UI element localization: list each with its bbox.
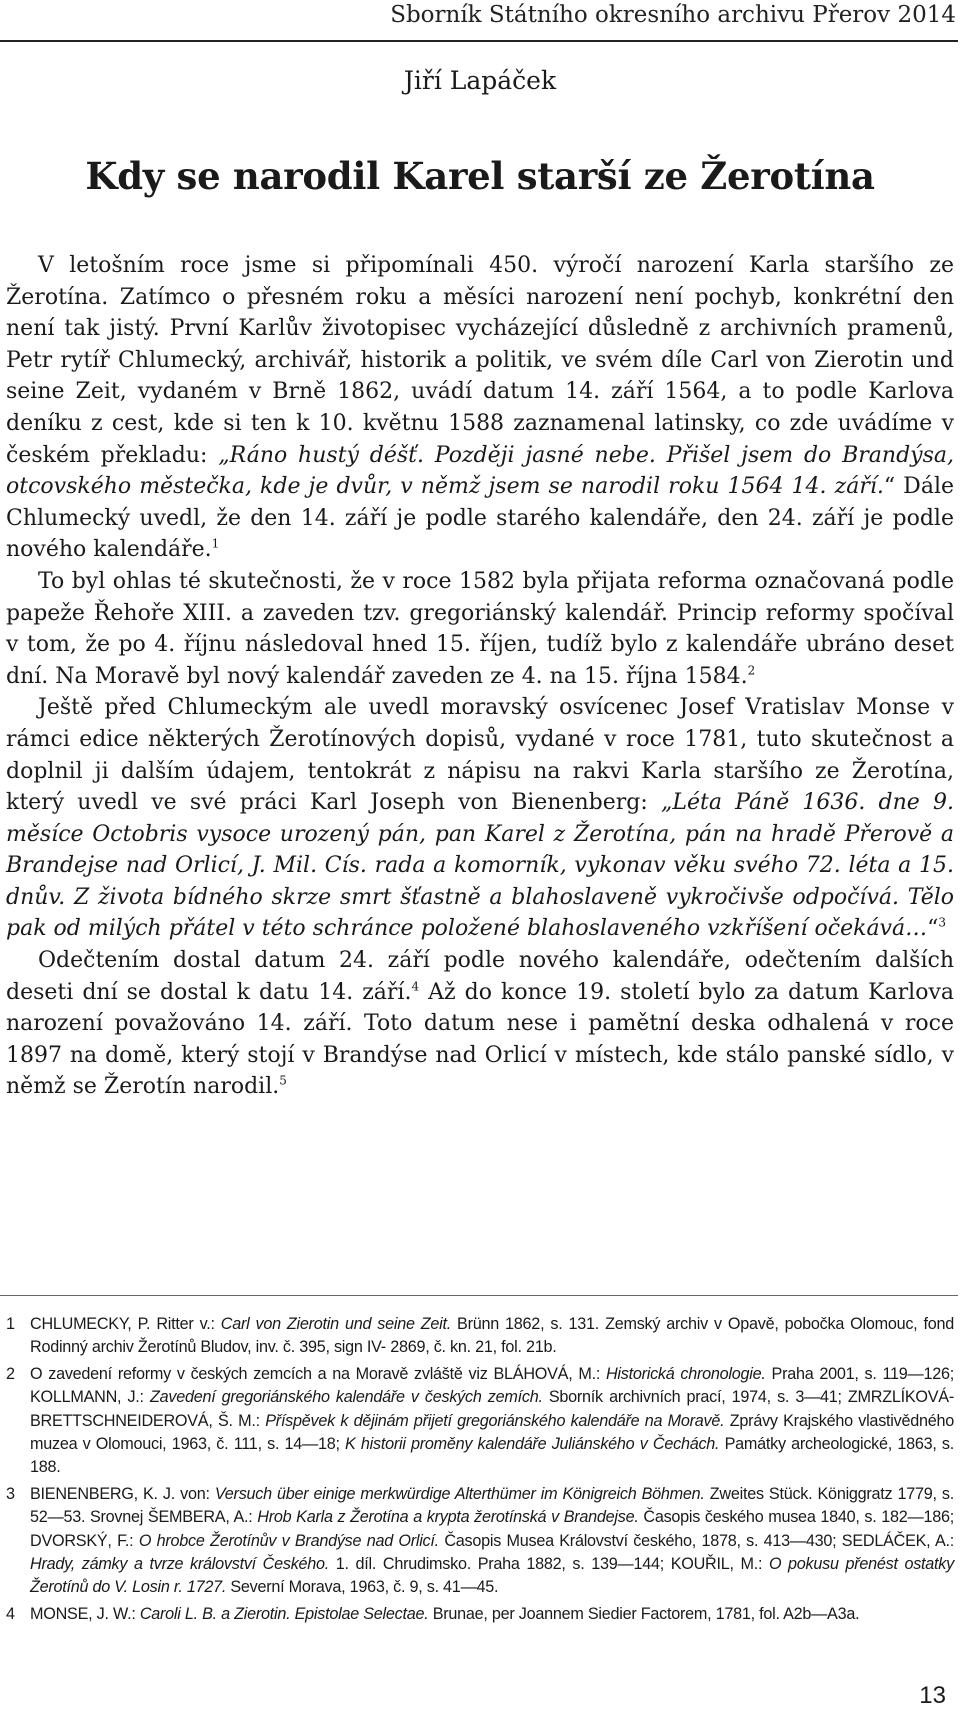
footnote-work-title: Zavedení gregoriánského kalendáře v českých zemích.: [149, 1388, 543, 1407]
footnote-work-title: Versuch über einige merkwürdige Alterthümer im Königreich Böhmen.: [214, 1484, 705, 1503]
paragraph-1-text: V letošním roce jsme si připomínali 450. výročí narození Karla staršího ze Žerotína. Zatímco o přesném roku a měsíci narození není pochyb, konkrétní den není tak jistý. První Karlův životopisec vycházející důsledně z archivních pramenů, Petr rytíř Chlumecký, archivář, historik a politik, ve svém díle Carl von Zierotin und seine Zeit, vydaném v Brně 1862, uvádí datum 14. září 1564, a to podle Karlova deníku z cest, kde si ten k 10. květnu 1588 zaznamenal latinsky, co zde uvádíme v českém překladu:: [6, 253, 954, 468]
paragraph-2: [6, 566, 954, 692]
footnote-segment: Památky archeologické, 1863, s. 188.: [30, 1435, 954, 1477]
footnote-rule: [0, 1295, 958, 1296]
page-number: 13: [919, 1682, 946, 1709]
footnote-ref-2[interactable]: 2: [747, 663, 756, 678]
footnotes: [6, 1313, 954, 1629]
footnote-segment: Praha 2001, s. 119—126; KOLLMANN, J.:: [30, 1364, 954, 1407]
footnote-segment: Brünn 1862, s. 131. Zemský archiv v Opavě, pobočka Olomouc, fond Rodinný archiv Žerotínů Bludov, inv. č. 395, sign IV- 2869, č. kn. 21, fol. 21b.: [30, 1315, 954, 1357]
footnote-ref-5[interactable]: 5: [279, 1074, 287, 1089]
footnote-text: [30, 1483, 954, 1600]
footnote-segment: MONSE, J. W.:: [30, 1604, 140, 1623]
footnote-work-title: Hrob Karla z Žerotína a krypta žerotínská v Brandejse.: [257, 1508, 639, 1527]
paragraph-1: [6, 250, 954, 566]
footnote-text: [30, 1313, 954, 1360]
footnote-segment: 1. díl. Chrudimsko. Praha 1882, s. 139—144; KOUŘIL, M.:: [329, 1555, 769, 1574]
footnote-text: [30, 1363, 954, 1480]
footnote-segment: Sborník archivních prací, 1974, s. 3—41; ZMRZLÍKOVÁ-BRETTSCHNEIDEROVÁ, Š. M.:: [30, 1388, 954, 1430]
article-title: Kdy se narodil Karel starší ze Žerotína: [85, 154, 875, 198]
footnote-number: 2: [6, 1364, 15, 1383]
footnote-1: [6, 1313, 954, 1360]
footnote-work-title: O hrobce Žerotínův v Brandýse nad Orlicí.: [138, 1531, 439, 1550]
footnote-work-title: Příspěvek k dějinám přijetí gregoriánského kalendáře na Moravě.: [265, 1411, 725, 1430]
footnote-segment: Časopis českého musea 1840, s. 182—186; DVORSKÝ, F.:: [30, 1508, 954, 1550]
paragraph-1-text-cont: “ Dále Chlumecký uvedl, že den 14. září je podle starého kalendáře, den 24. září je podle nového kalendáře.: [6, 474, 954, 563]
footnote-segment: Zprávy Krajského vlastivědného muzea v Olomouci, 1963, č. 111, s. 14—18;: [30, 1411, 954, 1454]
footnote-segment: Zweites Stück. Königgratz 1779, s. 52—53. Srovnej ŠEMBERA, A.:: [30, 1484, 954, 1527]
footnote-work-title: Historická chronologie.: [605, 1364, 766, 1383]
footnote-ref-1[interactable]: 1: [211, 537, 220, 552]
footnote-work-title: Carl von Zierotin und seine Zeit.: [220, 1315, 451, 1333]
footnote-segment: Severní Morava, 1963, č. 9, s. 41—45.: [226, 1578, 499, 1597]
footnote-work-title: K historii proměny kalendáře Juliánského v Čechách.: [345, 1435, 720, 1454]
footnote-work-title: O pokusu přenést ostatky Žerotínů do V. Losin r. 1727.: [30, 1555, 954, 1597]
paragraph-3: [6, 692, 954, 945]
paragraph-4-text: Odečtením dostal datum 24. září podle nového kalendáře, odečtením dalších deseti dní se dostal k datu 14. září.: [6, 948, 954, 1005]
footnote-3: [6, 1483, 954, 1600]
footnote-4: [6, 1603, 954, 1626]
paragraph-2-text: To byl ohlas té skutečnosti, že v roce 1582 byla přijata reforma označovaná podle papeže Řehoře XIII. a zaveden tzv. gregoriánský kalendář. Princip reformy spočíval v tom, že po 4. říjnu následoval hned 15. říjen, tudíž bylo z kalendáře ubráno deset dní. Na Moravě byl nový kalendář zaveden ze 4. na 15. října 1584.: [6, 568, 954, 689]
running-header: Sborník Státního okresního archivu Přerov 2014: [390, 2, 956, 28]
diary-quote: „Ráno hustý déšť. Později jasné nebe. Přišel jsem do Brandýsa, otcovského městečka, kde je dvůr, v němž jsem se narodil roku 1564 14. září.: [6, 442, 954, 500]
footnote-segment: CHLUMECKY, P. Ritter v.:: [30, 1315, 221, 1333]
footnote-ref-3[interactable]: 3: [938, 916, 946, 931]
footnote-segment: O zavedení reformy v českých zemcích a na Moravě zvláště viz BLÁHOVÁ, M.:: [30, 1364, 606, 1383]
footnote-number: 1: [6, 1315, 15, 1333]
footnote-segment: Časopis Musea Království českého, 1878, s. 413—430; SEDLÁČEK, A.:: [438, 1531, 954, 1550]
coffin-inscription-quote: „Léta Páně 1636. dne 9. měsíce Octobris vysoce urozený pán, pan Karel z Žerotína, pán na hradě Přerově a Brandejse nad Orlicí, J. Mil. Cís. rada a komorník, vykonav věku svého 72. léta a 15. dnův. Z života bídného skrze smrt šťastně a blahoslaveně vykročivše odpočívá. Tělo pak od milých přátel v této schránce položené blahoslaveného vzkříšení očekává…: [6, 790, 954, 942]
footnote-segment: Brunae, per Joannem Siedier Factorem, 1781, fol. A2b—A3a.: [428, 1604, 860, 1623]
footnote-segment: BIENENBERG, K. J. von:: [30, 1484, 215, 1503]
footnote-ref-4[interactable]: 4: [411, 979, 420, 994]
paragraph-4-text-cont: Až do konce 19. století bylo za datum Karlova narození považováno 14. září. Toto datum nese i pamětní deska odhalená v roce 1897 na domě, který stojí v Brandýse nad Orlicí v místech, kde stálo panské sídlo, v němž se Žerotín narodil.: [6, 979, 954, 1100]
footnote-number: 3: [6, 1484, 15, 1503]
footnote-text: [30, 1603, 954, 1626]
quote-close: “: [927, 916, 939, 942]
footnote-work-title: Caroli L. B. a Zierotin. Epistolae Selectae.: [139, 1604, 429, 1623]
article-author: Jiří Lapáček: [403, 66, 557, 95]
header-rule: [0, 40, 958, 42]
footnote-2: [6, 1363, 954, 1480]
article-body: [6, 250, 954, 1103]
paragraph-3-text: Ještě před Chlumeckým ale uvedl moravský osvícenec Josef Vratislav Monse v rámci edice některých Žerotínových dopisů, vydané v roce 1781, tuto skutečnost a doplnil ji dalším údajem, tentokrát z nápisu na rakvi Karla staršího ze Žerotína, který uvedl ve své práci Karl Joseph von Bienenberg:: [6, 695, 954, 816]
footnote-number: 4: [6, 1604, 15, 1623]
paragraph-4: [6, 945, 954, 1103]
footnote-work-title: Hrady, zámky a tvrze království Českého.: [30, 1555, 330, 1574]
